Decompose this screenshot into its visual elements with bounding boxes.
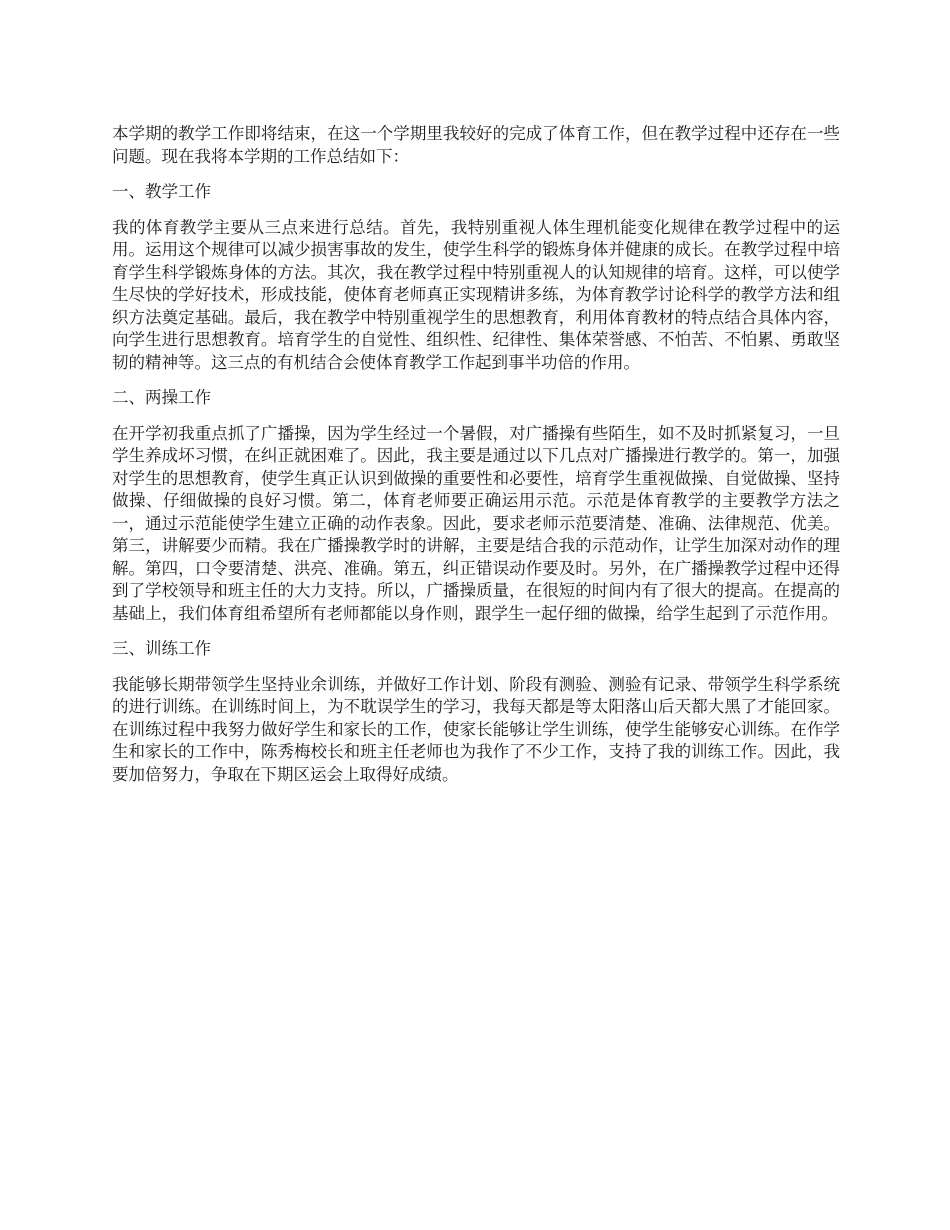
section-body-teaching: 我的体育教学主要从三点来进行总结。首先，我特别重视人体生理机能变化规律在教学过程中的运用。运用这个规律可以减少损害事故的发生，使学生科学的锻炼身体并健康的成长。在教学过程中培育学生科学锻炼身体的方法。其次，我在教学过程中特别重视人的认知规律的培育。这样，可以使学生尽快的学好技术，形成技能，使体育老师真正实现精讲多练，为体育教学讨论科学的教学方法和组织方法奠定基础。最后，我在教学中特别重视学生的思想教育，利用体育教材的特点结合具体内容，向学生进行思想教育。培育学生的自觉性、组织性、纪律性、集体荣誉感、不怕苦、不怕累、勇敢坚韧的精神等。这三点的有机结合会使体育教学工作起到事半功倍的作用。 [112,217,840,372]
section-body-exercises: 在开学初我重点抓了广播操，因为学生经过一个暑假，对广播操有些陌生，如不及时抓紧复习，一旦学生养成坏习惯，在纠正就困难了。因此，我主要是通过以下几点对广播操进行教学的。第一，加强对学生的思想教育，使学生真正认识到做操的重要性和必要性，培育学生重视做操、自觉做操、坚持做操、仔细做操的良好习惯。第二，体育老师要正确运用示范。示范是体育教学的主要教学方法之一，通过示范能使学生建立正确的动作表象。因此，要求老师示范要清楚、准确、法律规范、优美。第三，讲解要少而精。我在广播操教学时的讲解，主要是结合我的示范动作，让学生加深对动作的理解。第四，口令要清楚、洪亮、准确。第五，纠正错误动作要及时。另外，在广播操教学过程中还得到了学校领导和班主任的大力支持。所以，广播操质量，在很短的时间内有了很大的提高。在提高的基础上，我们体育组希望所有老师都能以身作则，跟学生一起仔细的做操，给学生起到了示范作用。 [112,423,840,623]
section-heading-training: 三、训练工作 [112,639,211,658]
intro-paragraph: 本学期的教学工作即将结束，在这一个学期里我较好的完成了体育工作，但在教学过程中还存在一些问题。现在我将本学期的工作总结如下： [112,124,840,166]
section-heading-exercises: 二、两操工作 [112,388,211,407]
section-heading-teaching: 一、教学工作 [112,182,211,201]
section-body-training: 我能够长期带领学生坚持业余训练，并做好工作计划、阶段有测验、测验有记录、带领学生科学系统的进行训练。在训练时间上，为不耽误学生的学习，我每天都是等太阳落山后天都大黑了才能回家。在训练过程中我努力做好学生和家长的工作，使家长能够让学生训练，使学生能够安心训练。在作学生和家长的工作中，陈秀梅校长和班主任老师也为我作了不少工作，支持了我的训练工作。因此，我要加倍努力，争取在下期区运会上取得好成绩。 [112,674,840,784]
document-page [112,123,840,799]
